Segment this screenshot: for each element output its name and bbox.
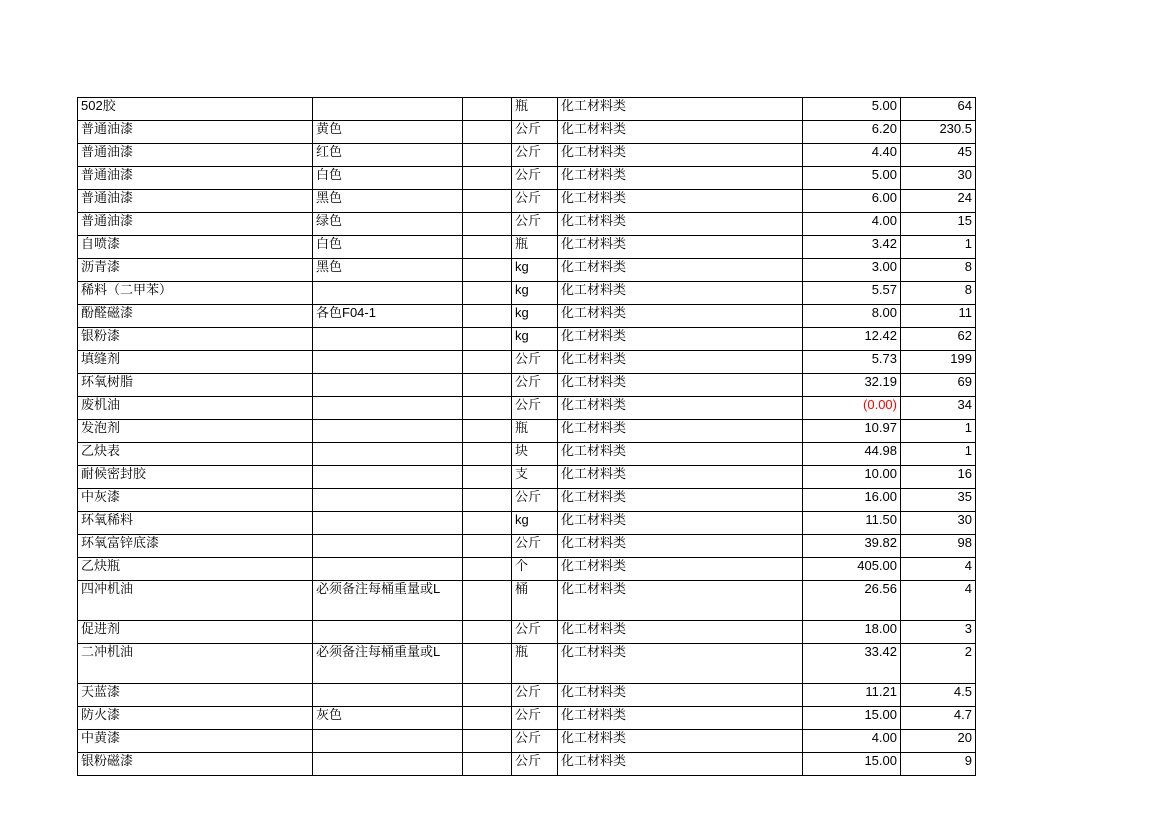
cell-specification[interactable] [313, 282, 463, 305]
cell-price[interactable]: 11.50 [803, 512, 901, 535]
cell-material-name[interactable]: 普通油漆 [78, 167, 313, 190]
cell-quantity[interactable]: 9 [901, 753, 976, 776]
cell-quantity[interactable]: 1 [901, 443, 976, 466]
cell-quantity[interactable]: 30 [901, 167, 976, 190]
cell-unit[interactable]: kg [512, 328, 558, 351]
cell-specification[interactable] [313, 512, 463, 535]
table-row[interactable] [78, 144, 976, 167]
cell-price[interactable]: 12.42 [803, 328, 901, 351]
cell-specification[interactable]: 黑色 [313, 190, 463, 213]
cell-blank[interactable] [463, 581, 512, 621]
cell-category[interactable]: 化工材料类 [558, 236, 803, 259]
cell-specification[interactable]: 红色 [313, 144, 463, 167]
cell-blank[interactable] [463, 489, 512, 512]
cell-unit[interactable]: 公斤 [512, 144, 558, 167]
cell-unit[interactable]: 公斤 [512, 489, 558, 512]
table-row[interactable] [78, 121, 976, 144]
cell-material-name[interactable]: 银粉漆 [78, 328, 313, 351]
cell-blank[interactable] [463, 167, 512, 190]
table-row[interactable] [78, 466, 976, 489]
cell-price[interactable]: 4.40 [803, 144, 901, 167]
cell-unit[interactable]: 块 [512, 443, 558, 466]
cell-unit[interactable]: kg [512, 282, 558, 305]
cell-price[interactable]: 44.98 [803, 443, 901, 466]
table-row[interactable] [78, 558, 976, 581]
cell-specification[interactable] [313, 621, 463, 644]
cell-quantity[interactable]: 98 [901, 535, 976, 558]
cell-material-name[interactable]: 环氧稀料 [78, 512, 313, 535]
cell-specification[interactable] [313, 98, 463, 121]
cell-blank[interactable] [463, 535, 512, 558]
cell-price[interactable]: 4.00 [803, 213, 901, 236]
cell-blank[interactable] [463, 466, 512, 489]
cell-material-name[interactable]: 酚醛磁漆 [78, 305, 313, 328]
cell-unit[interactable]: 瓶 [512, 644, 558, 684]
cell-quantity[interactable]: 45 [901, 144, 976, 167]
cell-price[interactable]: 3.42 [803, 236, 901, 259]
table-row[interactable] [78, 305, 976, 328]
table-row[interactable] [78, 328, 976, 351]
cell-unit[interactable]: 公斤 [512, 730, 558, 753]
cell-category[interactable]: 化工材料类 [558, 397, 803, 420]
cell-blank[interactable] [463, 259, 512, 282]
cell-material-name[interactable]: 发泡剂 [78, 420, 313, 443]
cell-unit[interactable]: kg [512, 512, 558, 535]
cell-unit[interactable]: 公斤 [512, 621, 558, 644]
cell-specification[interactable]: 黄色 [313, 121, 463, 144]
cell-price[interactable]: 33.42 [803, 644, 901, 684]
cell-blank[interactable] [463, 753, 512, 776]
cell-category[interactable]: 化工材料类 [558, 328, 803, 351]
cell-material-name[interactable]: 环氧树脂 [78, 374, 313, 397]
cell-blank[interactable] [463, 328, 512, 351]
cell-material-name[interactable]: 四冲机油 [78, 581, 313, 621]
cell-specification[interactable] [313, 443, 463, 466]
cell-material-name[interactable]: 中灰漆 [78, 489, 313, 512]
table-row[interactable] [78, 397, 976, 420]
cell-price[interactable]: 10.00 [803, 466, 901, 489]
cell-quantity[interactable]: 11 [901, 305, 976, 328]
cell-quantity[interactable]: 16 [901, 466, 976, 489]
cell-material-name[interactable]: 耐候密封胶 [78, 466, 313, 489]
table-row[interactable] [78, 282, 976, 305]
cell-blank[interactable] [463, 190, 512, 213]
cell-material-name[interactable]: 防火漆 [78, 707, 313, 730]
cell-category[interactable]: 化工材料类 [558, 167, 803, 190]
cell-category[interactable]: 化工材料类 [558, 190, 803, 213]
cell-material-name[interactable]: 沥青漆 [78, 259, 313, 282]
cell-material-name[interactable]: 乙炔表 [78, 443, 313, 466]
cell-unit[interactable]: 桶 [512, 581, 558, 621]
cell-blank[interactable] [463, 213, 512, 236]
cell-unit[interactable]: 公斤 [512, 121, 558, 144]
cell-unit[interactable]: 公斤 [512, 707, 558, 730]
cell-quantity[interactable]: 20 [901, 730, 976, 753]
cell-unit[interactable]: 公斤 [512, 167, 558, 190]
cell-quantity[interactable]: 35 [901, 489, 976, 512]
cell-specification[interactable] [313, 351, 463, 374]
cell-quantity[interactable]: 1 [901, 420, 976, 443]
cell-category[interactable]: 化工材料类 [558, 644, 803, 684]
table-row[interactable] [78, 684, 976, 707]
cell-price[interactable]: 8.00 [803, 305, 901, 328]
table-row[interactable] [78, 420, 976, 443]
cell-quantity[interactable]: 30 [901, 512, 976, 535]
table-row[interactable] [78, 236, 976, 259]
cell-specification[interactable] [313, 374, 463, 397]
cell-category[interactable]: 化工材料类 [558, 707, 803, 730]
cell-material-name[interactable]: 废机油 [78, 397, 313, 420]
cell-specification[interactable]: 必须备注每桶重量或L [313, 644, 463, 684]
cell-specification[interactable]: 绿色 [313, 213, 463, 236]
cell-unit[interactable]: 瓶 [512, 236, 558, 259]
cell-category[interactable]: 化工材料类 [558, 730, 803, 753]
cell-specification[interactable] [313, 753, 463, 776]
cell-material-name[interactable]: 普通油漆 [78, 144, 313, 167]
cell-material-name[interactable]: 天蓝漆 [78, 684, 313, 707]
cell-specification[interactable]: 黑色 [313, 259, 463, 282]
cell-price[interactable]: 39.82 [803, 535, 901, 558]
cell-unit[interactable]: 公斤 [512, 535, 558, 558]
cell-blank[interactable] [463, 621, 512, 644]
cell-material-name[interactable]: 二冲机油 [78, 644, 313, 684]
cell-material-name[interactable]: 自喷漆 [78, 236, 313, 259]
cell-blank[interactable] [463, 443, 512, 466]
cell-price[interactable]: 6.20 [803, 121, 901, 144]
cell-category[interactable]: 化工材料类 [558, 466, 803, 489]
cell-specification[interactable] [313, 684, 463, 707]
spreadsheet-area [77, 97, 976, 776]
cell-category[interactable]: 化工材料类 [558, 374, 803, 397]
cell-price[interactable]: 5.57 [803, 282, 901, 305]
table-row[interactable] [78, 443, 976, 466]
cell-price[interactable]: 15.00 [803, 707, 901, 730]
cell-quantity[interactable]: 4.7 [901, 707, 976, 730]
cell-material-name[interactable]: 乙炔瓶 [78, 558, 313, 581]
cell-blank[interactable] [463, 397, 512, 420]
cell-category[interactable]: 化工材料类 [558, 512, 803, 535]
cell-specification[interactable]: 各色F04-1 [313, 305, 463, 328]
cell-price[interactable]: 18.00 [803, 621, 901, 644]
cell-material-name[interactable]: 促进剂 [78, 621, 313, 644]
cell-blank[interactable] [463, 351, 512, 374]
cell-blank[interactable] [463, 374, 512, 397]
cell-price[interactable]: 4.00 [803, 730, 901, 753]
cell-quantity[interactable]: 2 [901, 644, 976, 684]
cell-blank[interactable] [463, 512, 512, 535]
cell-blank[interactable] [463, 282, 512, 305]
cell-specification[interactable] [313, 730, 463, 753]
data-table [77, 97, 976, 776]
cell-price[interactable]: 32.19 [803, 374, 901, 397]
table-body [78, 98, 976, 776]
cell-specification[interactable] [313, 466, 463, 489]
cell-material-name[interactable]: 稀料（二甲苯） [78, 282, 313, 305]
cell-price[interactable]: 5.00 [803, 98, 901, 121]
cell-price[interactable]: 405.00 [803, 558, 901, 581]
cell-specification[interactable] [313, 420, 463, 443]
cell-price[interactable]: 10.97 [803, 420, 901, 443]
table-row[interactable] [78, 621, 976, 644]
cell-unit[interactable]: 公斤 [512, 351, 558, 374]
cell-blank[interactable] [463, 420, 512, 443]
cell-category[interactable]: 化工材料类 [558, 351, 803, 374]
cell-category[interactable]: 化工材料类 [558, 684, 803, 707]
table-row[interactable] [78, 213, 976, 236]
cell-blank[interactable] [463, 684, 512, 707]
table-row[interactable] [78, 489, 976, 512]
cell-blank[interactable] [463, 558, 512, 581]
cell-quantity[interactable]: 64 [901, 98, 976, 121]
cell-category[interactable]: 化工材料类 [558, 489, 803, 512]
cell-material-name[interactable]: 普通油漆 [78, 213, 313, 236]
table-row[interactable] [78, 644, 976, 684]
table-row[interactable] [78, 259, 976, 282]
cell-unit[interactable]: 瓶 [512, 420, 558, 443]
cell-price[interactable]: 11.21 [803, 684, 901, 707]
cell-category[interactable]: 化工材料类 [558, 621, 803, 644]
cell-unit[interactable]: 公斤 [512, 684, 558, 707]
cell-category[interactable]: 化工材料类 [558, 443, 803, 466]
cell-unit[interactable]: 公斤 [512, 213, 558, 236]
cell-specification[interactable] [313, 558, 463, 581]
cell-material-name[interactable]: 中黄漆 [78, 730, 313, 753]
cell-specification[interactable]: 必须备注每桶重量或L [313, 581, 463, 621]
cell-category[interactable]: 化工材料类 [558, 558, 803, 581]
cell-price[interactable]: 15.00 [803, 753, 901, 776]
cell-quantity[interactable]: 15 [901, 213, 976, 236]
cell-price[interactable]: 6.00 [803, 190, 901, 213]
cell-quantity[interactable]: 199 [901, 351, 976, 374]
cell-blank[interactable] [463, 236, 512, 259]
table-row[interactable] [78, 512, 976, 535]
cell-quantity[interactable]: 230.5 [901, 121, 976, 144]
cell-specification[interactable]: 白色 [313, 236, 463, 259]
cell-quantity[interactable]: 62 [901, 328, 976, 351]
cell-category[interactable]: 化工材料类 [558, 121, 803, 144]
cell-specification[interactable] [313, 535, 463, 558]
cell-unit[interactable]: 个 [512, 558, 558, 581]
cell-quantity[interactable]: 69 [901, 374, 976, 397]
cell-unit[interactable]: kg [512, 305, 558, 328]
cell-category[interactable]: 化工材料类 [558, 753, 803, 776]
cell-quantity[interactable]: 3 [901, 621, 976, 644]
cell-category[interactable]: 化工材料类 [558, 282, 803, 305]
cell-specification[interactable]: 白色 [313, 167, 463, 190]
table-row[interactable] [78, 351, 976, 374]
cell-material-name[interactable]: 银粉磁漆 [78, 753, 313, 776]
cell-unit[interactable]: 公斤 [512, 374, 558, 397]
cell-price[interactable]: 16.00 [803, 489, 901, 512]
cell-blank[interactable] [463, 707, 512, 730]
cell-material-name[interactable]: 环氧富锌底漆 [78, 535, 313, 558]
table-row[interactable] [78, 581, 976, 621]
cell-blank[interactable] [463, 305, 512, 328]
cell-unit[interactable]: 公斤 [512, 397, 558, 420]
cell-unit[interactable]: 公斤 [512, 753, 558, 776]
table-row[interactable] [78, 707, 976, 730]
cell-blank[interactable] [463, 644, 512, 684]
cell-quantity[interactable]: 4.5 [901, 684, 976, 707]
cell-unit[interactable]: 公斤 [512, 190, 558, 213]
cell-specification[interactable]: 灰色 [313, 707, 463, 730]
cell-category[interactable]: 化工材料类 [558, 213, 803, 236]
cell-quantity[interactable]: 4 [901, 558, 976, 581]
cell-blank[interactable] [463, 98, 512, 121]
cell-category[interactable]: 化工材料类 [558, 305, 803, 328]
cell-blank[interactable] [463, 121, 512, 144]
cell-blank[interactable] [463, 144, 512, 167]
cell-category[interactable]: 化工材料类 [558, 581, 803, 621]
cell-unit[interactable]: kg [512, 259, 558, 282]
cell-material-name[interactable]: 普通油漆 [78, 190, 313, 213]
table-row[interactable] [78, 730, 976, 753]
cell-category[interactable]: 化工材料类 [558, 420, 803, 443]
cell-category[interactable]: 化工材料类 [558, 259, 803, 282]
cell-material-name[interactable]: 填缝剂 [78, 351, 313, 374]
cell-unit[interactable]: 支 [512, 466, 558, 489]
table-row[interactable] [78, 190, 976, 213]
cell-category[interactable]: 化工材料类 [558, 144, 803, 167]
table-row[interactable] [78, 167, 976, 190]
cell-quantity[interactable]: 8 [901, 259, 976, 282]
cell-price[interactable]: (0.00) [803, 397, 901, 420]
cell-material-name[interactable]: 502胶 [78, 98, 313, 121]
cell-blank[interactable] [463, 730, 512, 753]
cell-price[interactable]: 5.00 [803, 167, 901, 190]
cell-category[interactable]: 化工材料类 [558, 98, 803, 121]
cell-price[interactable]: 3.00 [803, 259, 901, 282]
table-row[interactable] [78, 535, 976, 558]
table-row[interactable] [78, 753, 976, 776]
cell-quantity[interactable]: 8 [901, 282, 976, 305]
cell-specification[interactable] [313, 328, 463, 351]
cell-price[interactable]: 26.56 [803, 581, 901, 621]
cell-unit[interactable]: 瓶 [512, 98, 558, 121]
cell-material-name[interactable]: 普通油漆 [78, 121, 313, 144]
cell-quantity[interactable]: 4 [901, 581, 976, 621]
table-row[interactable] [78, 374, 976, 397]
cell-price[interactable]: 5.73 [803, 351, 901, 374]
cell-specification[interactable] [313, 489, 463, 512]
cell-quantity[interactable]: 34 [901, 397, 976, 420]
cell-quantity[interactable]: 24 [901, 190, 976, 213]
table-row[interactable] [78, 98, 976, 121]
cell-category[interactable]: 化工材料类 [558, 535, 803, 558]
cell-quantity[interactable]: 1 [901, 236, 976, 259]
cell-specification[interactable] [313, 397, 463, 420]
